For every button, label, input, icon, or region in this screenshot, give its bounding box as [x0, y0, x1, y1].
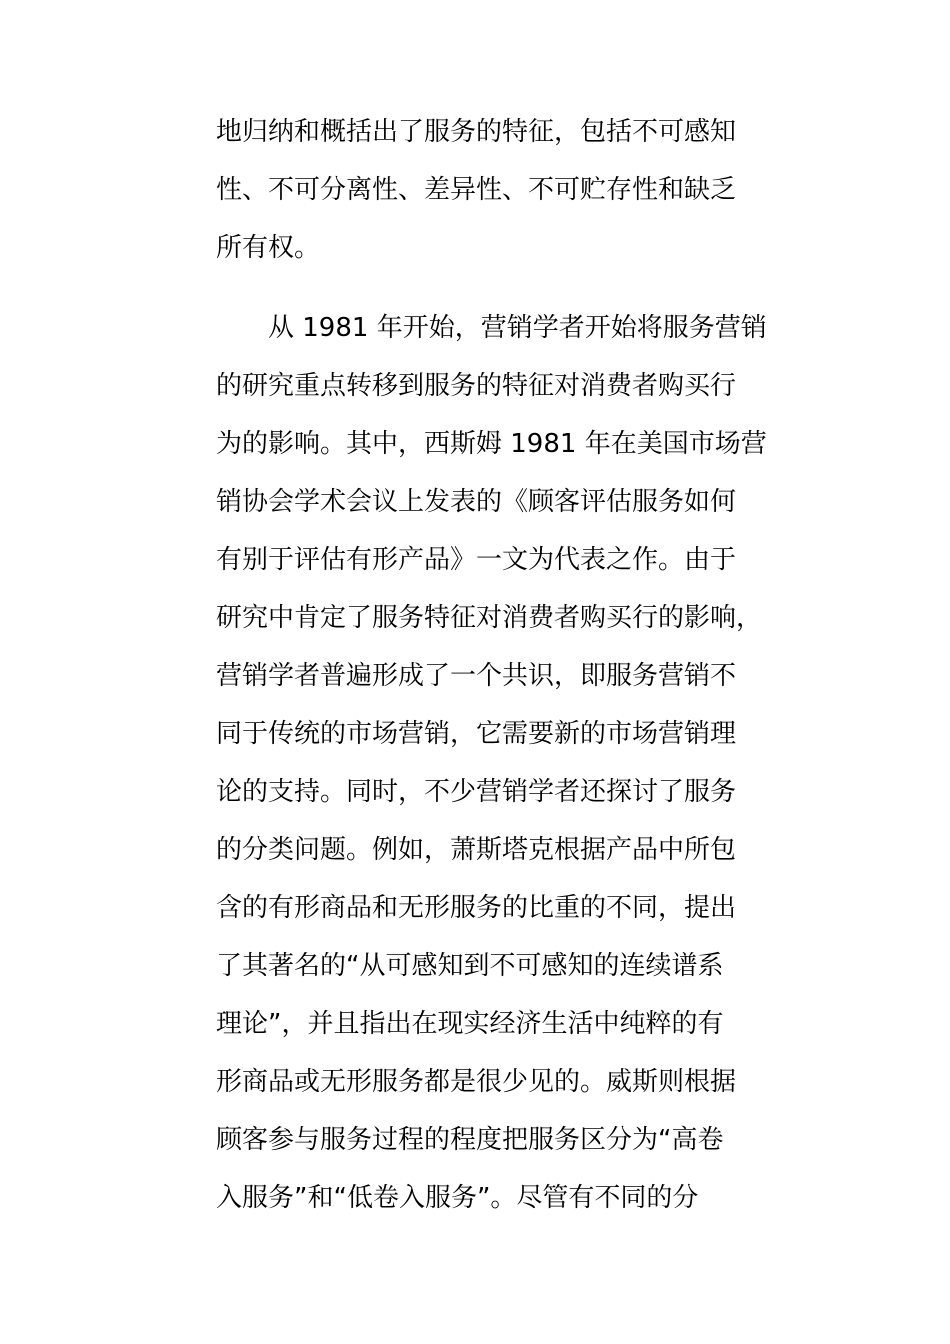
text-line: 了其著名的“从可感知到不可感知的连续谱系 — [216, 951, 724, 981]
text-line: 论的支持。同时，不少营销学者还探讨了服务 — [216, 777, 737, 807]
text-line: 形商品或无形服务都是很少见的。威斯则根据 — [216, 1067, 737, 1097]
text-line: 入服务”和“低卷入服务”。尽管有不同的分 — [216, 1183, 699, 1213]
text-line: 同于传统的市场营销，它需要新的市场营销理 — [216, 719, 737, 749]
text-line: 性、不可分离性、差异性、不可贮存性和缺乏 — [216, 175, 737, 205]
text-line: 销协会学术会议上发表的《顾客评估服务如何 — [216, 487, 737, 517]
text-line: 所有权。 — [216, 233, 321, 263]
text-line: 地归纳和概括出了服务的特征，包括不可感知 — [216, 117, 737, 147]
text-line: 含的有形商品和无形服务的比重的不同，提出 — [216, 893, 737, 923]
text-line: 研究中肯定了服务特征对消费者购买行的影响， — [216, 603, 763, 633]
text-line: 的研究重点转移到服务的特征对消费者购买行 — [216, 371, 737, 401]
text-line: 理论”，并且指出在现实经济生活中纯粹的有 — [216, 1009, 724, 1039]
paragraph-1 — [216, 103, 746, 277]
text-line: 顾客参与服务过程的程度把服务区分为“高卷 — [216, 1125, 724, 1155]
text-line: 为的影响。其中，西斯姆 1981 年在美国市场营 — [216, 429, 767, 459]
paragraph-2 — [216, 299, 767, 1227]
text-line: 营销学者普遍形成了一个共识，即服务营销不 — [216, 661, 737, 691]
body-text — [216, 103, 767, 1227]
text-line: 有别于评估有形产品》一文为代表之作。由于 — [216, 545, 737, 575]
text-line: 从 1981 年开始，营销学者开始将服务营销 — [268, 313, 767, 343]
paragraph-spacer — [216, 277, 746, 299]
text-line: 的分类问题。例如，萧斯塔克根据产品中所包 — [216, 835, 737, 865]
